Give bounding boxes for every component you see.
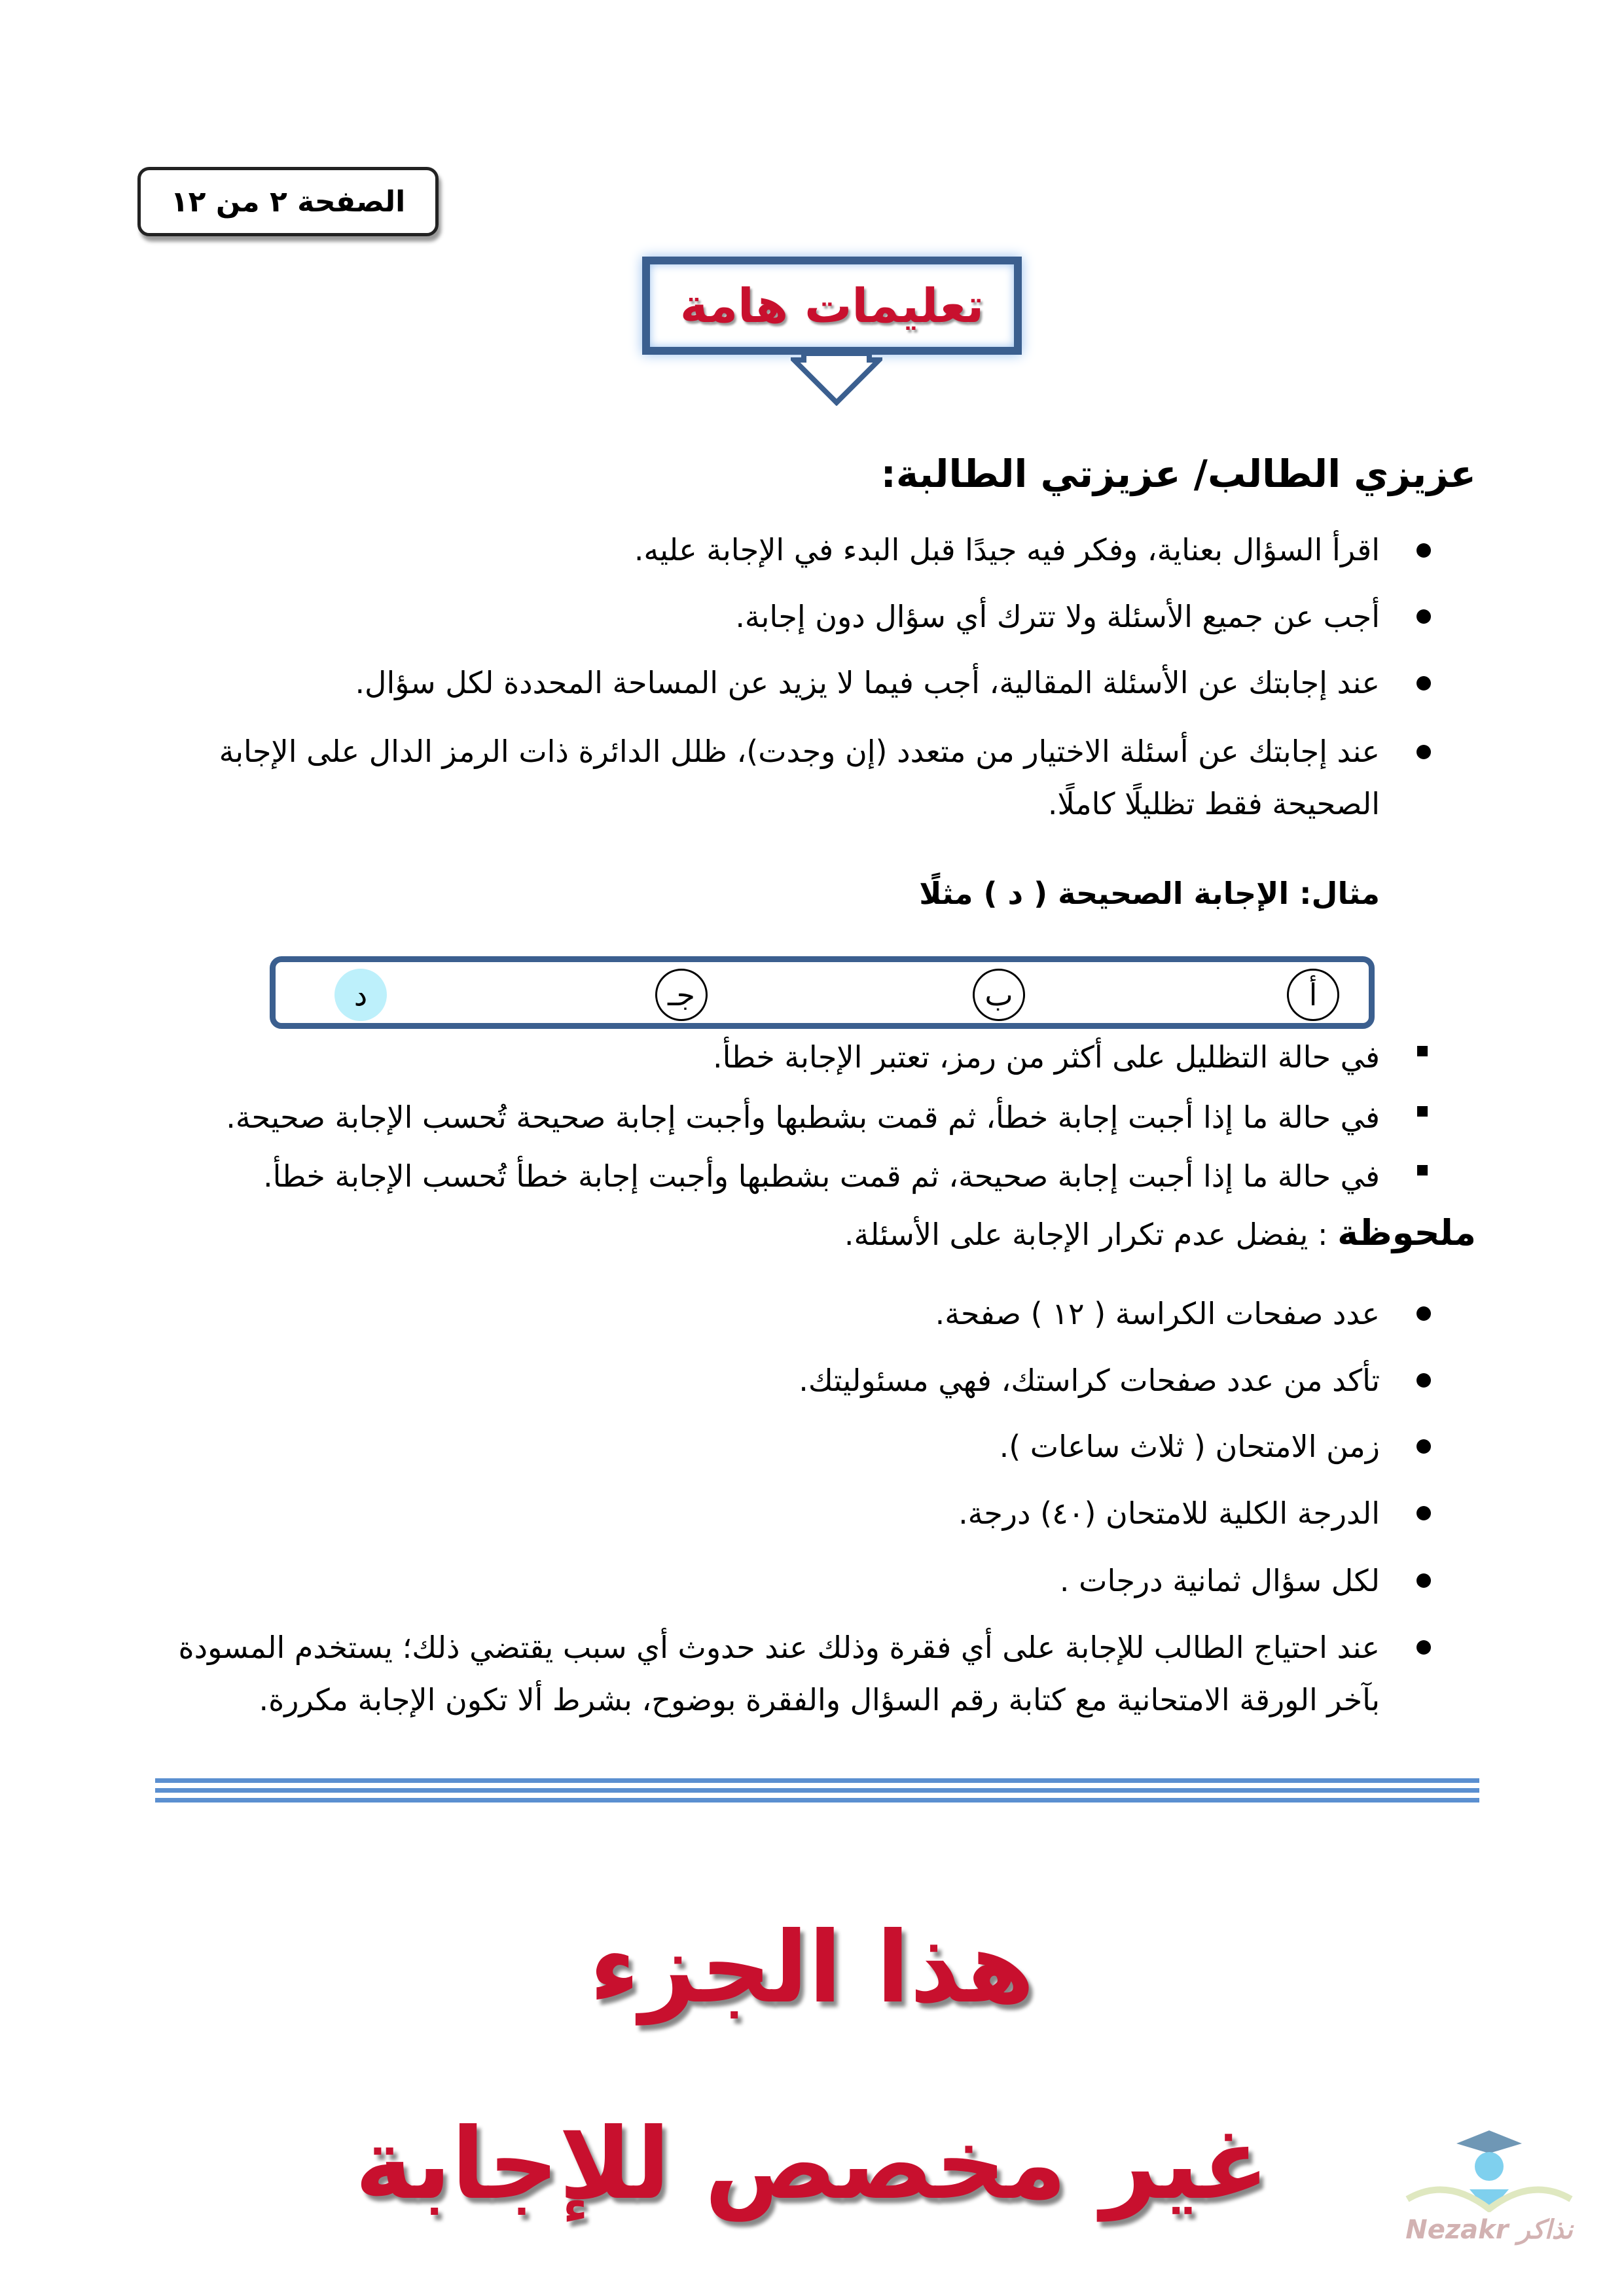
- banner-line-2: غير مخصص للإجابة: [355, 2108, 1269, 2221]
- detail-item: عدد صفحات الكراسة ( ١٢ ) صفحة.: [935, 1296, 1380, 1331]
- divider-line: [155, 1798, 1479, 1803]
- option-circle: ب: [973, 969, 1025, 1021]
- title-box: [642, 257, 1022, 355]
- option-circle: أ: [1287, 969, 1339, 1021]
- square-bullet-icon: [1417, 1046, 1428, 1056]
- greeting-heading: عزيزي الطالب/ عزيزتي الطالبة:: [880, 452, 1476, 496]
- answer-options-box: [270, 956, 1375, 1029]
- detail-item: تأكد من عدد صفحات كراستك، فهي مسئوليتك.: [799, 1363, 1380, 1398]
- detail-item: عند احتياج الطالب للإجابة على أي فقرة وذلك عند حدوث أي سبب يقتضي ذلك؛ يستخدم المسودة بآخر الورقة الامتحانية مع كتابة رقم السؤال والفقرة بوضوح، بشرط ألا تكون الإجابة مكررة.: [178, 1630, 1380, 1717]
- banner-line-1: هذا الجزء: [589, 1911, 1035, 2025]
- bullet-icon: [1416, 1506, 1431, 1520]
- option-circle-selected: د: [334, 969, 387, 1021]
- nezakr-logo: [1394, 2114, 1584, 2245]
- divider-line: [155, 1778, 1479, 1783]
- bullet-icon: [1416, 1640, 1431, 1655]
- graduate-book-icon: [1394, 2114, 1584, 2212]
- page-title: تعليمات هامة: [679, 278, 984, 333]
- bullet-icon: [1416, 1573, 1431, 1588]
- bullet-icon: [1416, 676, 1431, 691]
- bullet-icon: [1416, 1306, 1431, 1321]
- bullet-icon: [1416, 1439, 1431, 1454]
- example-label: مثال: الإجابة الصحيحة ( د ) مثلًا: [919, 876, 1380, 911]
- bullet-icon: [1416, 1373, 1431, 1388]
- note-text: : يفضل عدم تكرار الإجابة على الأسئلة.: [844, 1217, 1328, 1252]
- bullet-icon: [1416, 543, 1431, 558]
- note-label: ملحوظة: [1337, 1212, 1476, 1253]
- instruction-item: عند إجابتك عن أسئلة الاختيار من متعدد (إن وجدت)، ظلل الدائرة ذات الرمز الدال على الإجابة الصحيحة فقط تظليلًا كاملًا.: [219, 734, 1380, 821]
- note: [844, 1212, 1476, 1253]
- bullet-icon: [1416, 609, 1431, 624]
- detail-item: الدرجة الكلية للامتحان (٤٠) درجة.: [958, 1496, 1380, 1531]
- square-bullet-icon: [1417, 1165, 1428, 1175]
- divider-line: [155, 1788, 1479, 1793]
- instruction-item: أجب عن جميع الأسئلة ولا تترك أي سؤال دون إجابة.: [735, 599, 1380, 634]
- rule-item: في حالة ما إذا أجبت إجابة خطأ، ثم قمت بشطبها وأجبت إجابة صحيحة تُحسب الإجابة صحيحة.: [226, 1100, 1380, 1135]
- rule-item: في حالة التظليل على أكثر من رمز، تعتبر الإجابة خطأ.: [713, 1039, 1380, 1075]
- instruction-item: عند إجابتك عن الأسئلة المقالية، أجب فيما لا يزيد عن المساحة المحددة لكل سؤال.: [355, 665, 1380, 700]
- detail-item: لكل سؤال ثمانية درجات .: [1059, 1563, 1380, 1598]
- logo-text: Nezakr نذاكر: [1405, 2215, 1573, 2245]
- option-circle: جـ: [655, 969, 708, 1021]
- bullet-icon: [1416, 745, 1431, 759]
- rule-item: في حالة ما إذا أجبت إجابة صحيحة، ثم قمت بشطبها وأجبت إجابة خطأ تُحسب الإجابة خطأ.: [263, 1158, 1380, 1194]
- arrow-down-icon: [791, 353, 882, 406]
- detail-item: زمن الامتحان ( ثلاث ساعات ).: [999, 1429, 1380, 1464]
- page-number-badge: الصفحة ٢ من ١٢: [137, 167, 439, 236]
- instruction-item: اقرأ السؤال بعناية، وفكر فيه جيدًا قبل البدء في الإجابة عليه.: [634, 532, 1380, 567]
- square-bullet-icon: [1417, 1106, 1428, 1117]
